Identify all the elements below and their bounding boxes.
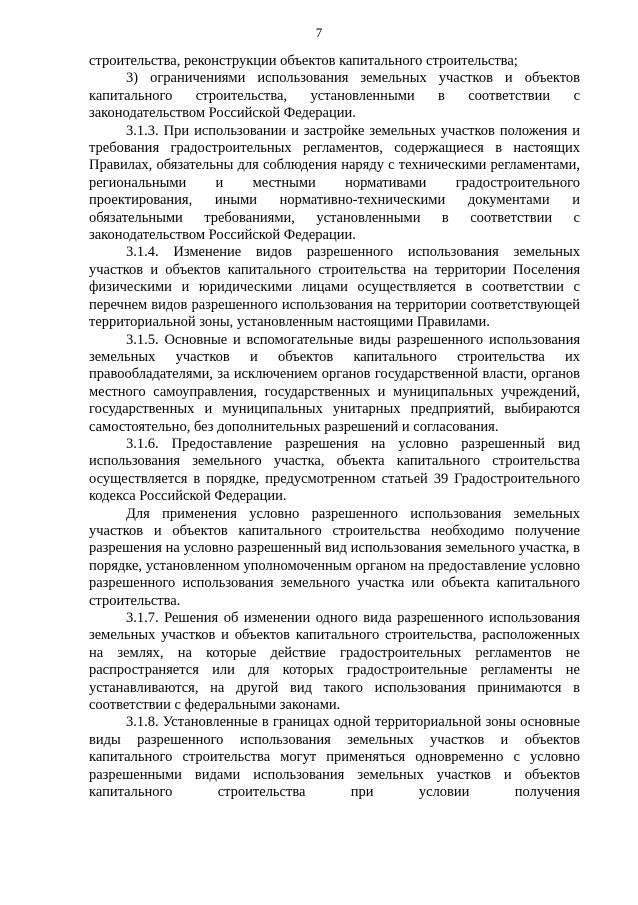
paragraph-3-1-6: 3.1.6. Предоставление разрешения на условно разрешенный вид использования земельного участка, объекта капитального строительства осуществляется в порядке, предусмотренном статьей 39 Градостроительного кодекса Российской Федерации. (89, 435, 580, 505)
document-body (89, 53, 580, 801)
paragraph-3-1-3: 3.1.3. При использовании и застройке земельных участков положения и требования градостроительных регламентов, содержащиеся в настоящих Правилах, обязательны для соблюдения наряду с техническими регламентами, региональными и местными нормативами градостроительного проектирования, иными нормативно-техническими документами и обязательными требованиями, установленными в соответствии с законодательством Российской Федерации. (89, 122, 580, 244)
paragraph-continuation: строительства, реконструкции объектов капитального строительства; (89, 53, 518, 69)
page-number: 7 (315, 25, 323, 40)
paragraph-3-1-7: 3.1.7. Решения об изменении одного вида разрешенного использования земельных участков и объектов капитального строительства, расположенных на землях, на которые действие градостроительных регламентов не распространяется или для которых градостроительные регламенты не устанавливаются, на другой вид такого использования принимаются в соответствии с федеральными законами. (89, 610, 580, 714)
paragraph-3-1-8: 3.1.8. Установленные в границах одной территориальной зоны основные виды разрешенного использования земельных участков и объектов капитального строительства могут применяться одновременно с условно разрешенными видами использования земельных участков и объектов капитального строительства при условии получения (89, 714, 580, 801)
paragraph-item-3: 3) ограничениями использования земельных участков и объектов капитального строительства, установленными в соответствии с законодательством Российской Федерации. (89, 70, 580, 122)
paragraph-3-1-6-conditional-use: Для применения условно разрешенного использования земельных участков и объектов капитального строительства необходимо получение разрешения на условно разрешенный вид использования земельного участка, в порядке, установленном уполномоченным органом на предоставление условно разрешенного использования земельного участка или объекта капитального строительства. (89, 505, 580, 609)
paragraph-3-1-4: 3.1.4. Изменение видов разрешенного использования земельных участков и объектов капитального строительства на территории Поселения физическими и юридическими лицами осуществляется в соответствии с перечнем видов разрешенного использования на территории соответствующей территориальной зоны, установленным настоящими Правилами. (89, 244, 580, 331)
paragraph-3-1-5: 3.1.5. Основные и вспомогательные виды разрешенного использования земельных участков и объектов капитального строительства их правообладателями, за исключением органов государственной власти, органов местного самоуправления, государственных и муниципальных учреждений, государственных и муниципальных унитарных предприятий, выбираются самостоятельно, без дополнительных разрешений и согласования. (89, 331, 580, 435)
